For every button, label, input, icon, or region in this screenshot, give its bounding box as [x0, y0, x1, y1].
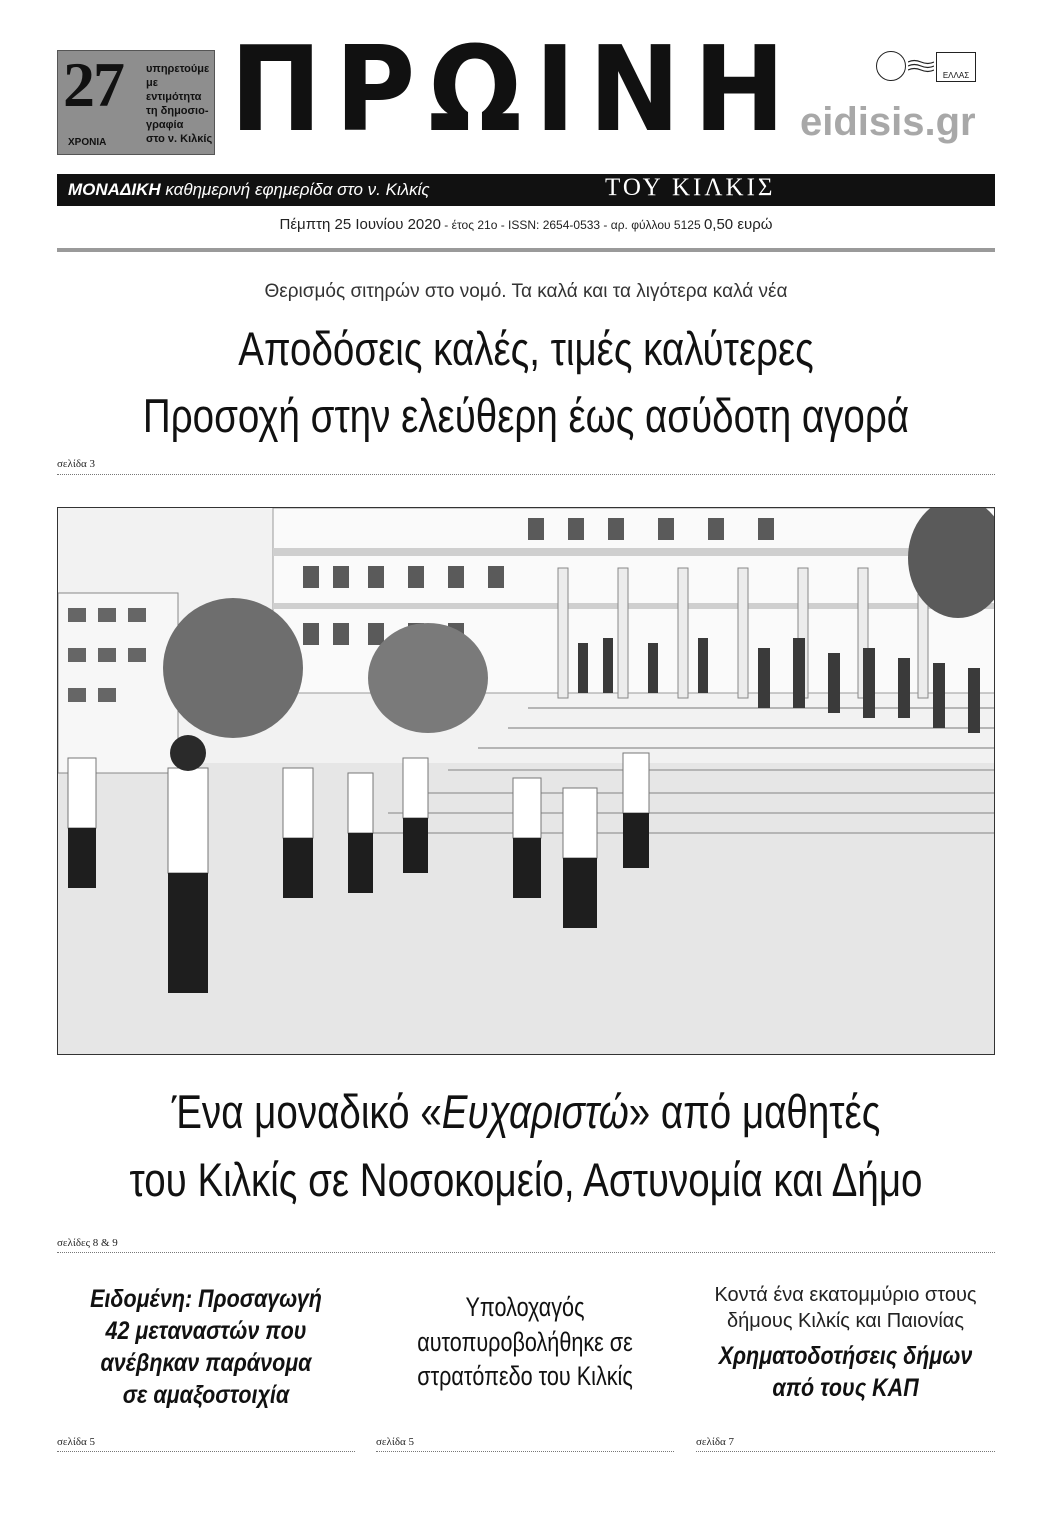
- postmark-stamp-icon: [876, 51, 906, 81]
- dotted-divider: [57, 1252, 995, 1253]
- feature-page-reference: σελίδες 8 & 9: [57, 1237, 118, 1249]
- story-eidomeni[interactable]: Ειδομένη: Προσαγωγή 42 μεταναστών που ανέβηκαν παράνομα σε αμαξοστοιχία: [90, 1285, 322, 1409]
- lead-headline-line1[interactable]: Αποδόσεις καλές, τιμές καλύτερες: [238, 322, 814, 375]
- dotted-divider: [57, 474, 995, 475]
- dateline: Πέμπτη 25 Ιουνίου 2020 - έτος 21ο - ISSN: 2654-0533 - αρ. φύλλου 5125 0,50 ευρώ: [279, 216, 773, 233]
- anniversary-text: υπηρετούμε με εντιμότητα τη δημοσιο- γραφία στο ν. Κιλκίς: [146, 63, 213, 145]
- lead-kicker: Θερισμός σιτηρών στο νομό. Τα καλά και τα λιγότερα καλά νέα: [264, 281, 788, 302]
- story-lieutenant-page-reference: σελίδα 5: [376, 1436, 415, 1448]
- story-eidomeni-page-reference: σελίδα 5: [57, 1436, 96, 1448]
- anniversary-word: ΧΡΟΝΙΑ: [68, 137, 107, 148]
- postal-stamp: ΕΛΛΑΣ: [936, 52, 976, 82]
- tagline: ΜΟΝΑΔΙΚΗ καθημερινή εφημερίδα στο ν. Κιλκίς: [68, 180, 430, 199]
- masthead-divider: [57, 248, 995, 252]
- feature-headline-line2[interactable]: του Κιλκίς σε Νοσοκομείο, Αστυνομία και Δήμο: [129, 1153, 923, 1206]
- lead-photo-image: [58, 508, 995, 1055]
- feature-headline-line1[interactable]: Ένα μοναδικό «Ευχαριστώ» από μαθητές: [171, 1085, 881, 1138]
- lead-headline-line2[interactable]: Προσοχή στην ελεύθερη έως ασύδοτη αγορά: [142, 389, 910, 442]
- story-funding[interactable]: Κοντά ένα εκατομμύριο στους δήμους Κιλκίς και Παιονίας Χρηματοδοτήσεις δήμων από τους ΚΑΠ: [714, 1284, 977, 1403]
- anniversary-number: 27: [63, 49, 123, 120]
- dotted-divider: [376, 1451, 674, 1452]
- lead-photo[interactable]: [57, 507, 995, 1055]
- dotted-divider: [57, 1451, 355, 1452]
- newspaper-logo: ΠΡΩΙΝΗ: [230, 20, 799, 158]
- lead-page-reference: σελίδα 3: [57, 458, 96, 470]
- masthead-subtitle: ΤΟΥ ΚΙΛΚΙΣ: [605, 174, 776, 201]
- website-name: eidisis.gr: [800, 100, 976, 144]
- postmark-lines-icon: [908, 58, 934, 74]
- story-lieutenant[interactable]: Υπολοχαγός αυτοπυροβολήθηκε σε στρατόπεδο του Κιλκίς: [417, 1292, 633, 1392]
- story-funding-page-reference: σελίδα 7: [696, 1436, 735, 1448]
- dotted-divider: [696, 1451, 995, 1452]
